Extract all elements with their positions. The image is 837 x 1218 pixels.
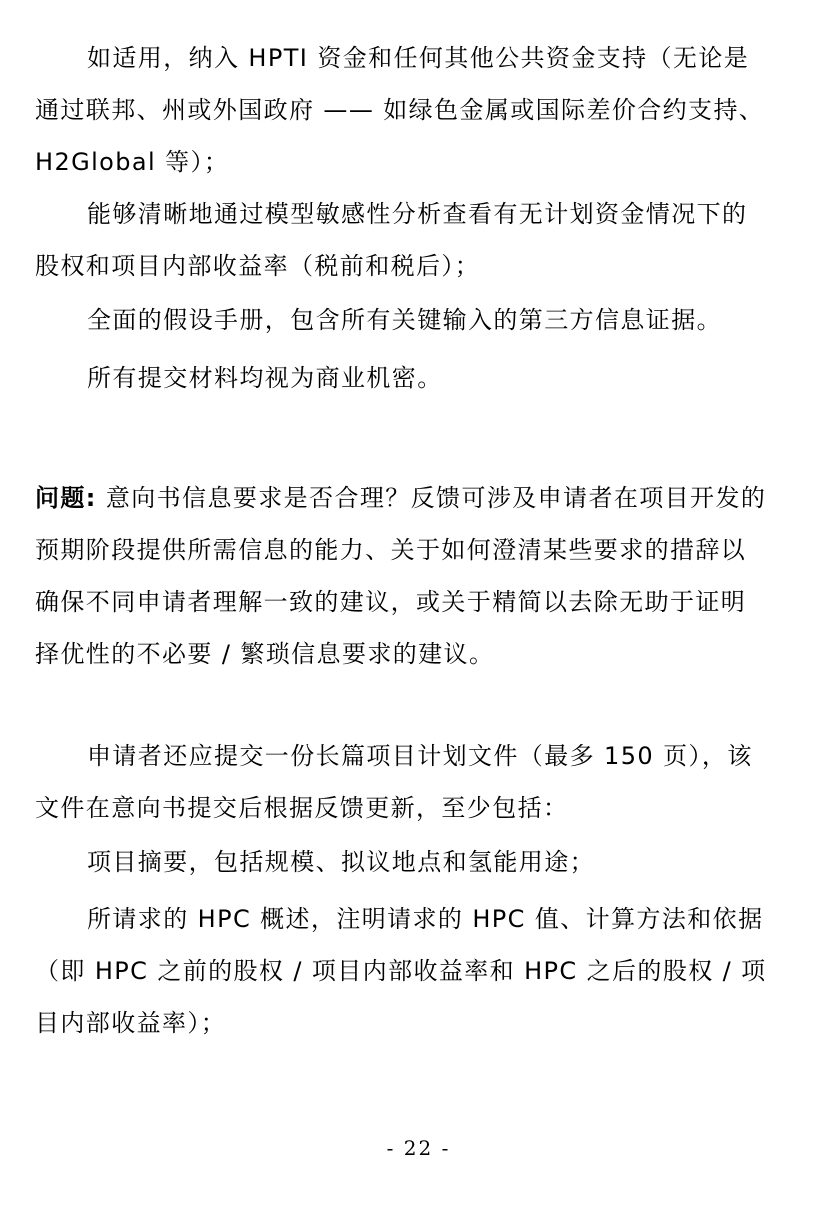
paragraph-project-plan: 申请者还应提交一份长篇项目计划文件（最多 150 页），该文件在意向书提交后根据反馈更新，至少包括： — [35, 742, 753, 822]
page-number: - 22 - — [386, 1136, 451, 1160]
paragraph-assumptions-book: 全面的假设手册，包含所有关键输入的第三方信息证据。 — [87, 306, 722, 334]
paragraph-confidentiality: 所有提交材料均视为商业机密。 — [87, 364, 443, 392]
question-label: 问题: — [35, 484, 97, 512]
paragraph-hpc-overview: 所请求的 HPC 概述，注明请求的 HPC 值、计算方法和依据（即 HPC 之前的股权 / 项目内部收益率和 HPC 之后的股权 / 项目内部收益率）； — [35, 905, 767, 1037]
paragraph-project-summary: 项目摘要，包括规模、拟议地点和氢能用途； — [87, 848, 595, 876]
question-text: 意向书信息要求是否合理？反馈可涉及申请者在项目开发的预期阶段提供所需信息的能力、关于如何澄清某些要求的措辞以确保不同申请者理解一致的建议，或关于精简以去除无助于证明择优性的不必要 / 繁琐信息要求的建议。 — [35, 484, 767, 668]
paragraph-question — [35, 472, 770, 680]
paragraph-sensitivity-analysis: 能够清晰地通过模型敏感性分析查看有无计划资金情况下的股权和项目内部收益率（税前和税后）； — [35, 200, 748, 280]
paragraph-public-funding: 如适用，纳入 HPTI 资金和任何其他公共资金支持（无论是通过联邦、州或外国政府 —— 如绿色金属或国际差价合约支持、H2Global 等）； — [35, 44, 765, 176]
